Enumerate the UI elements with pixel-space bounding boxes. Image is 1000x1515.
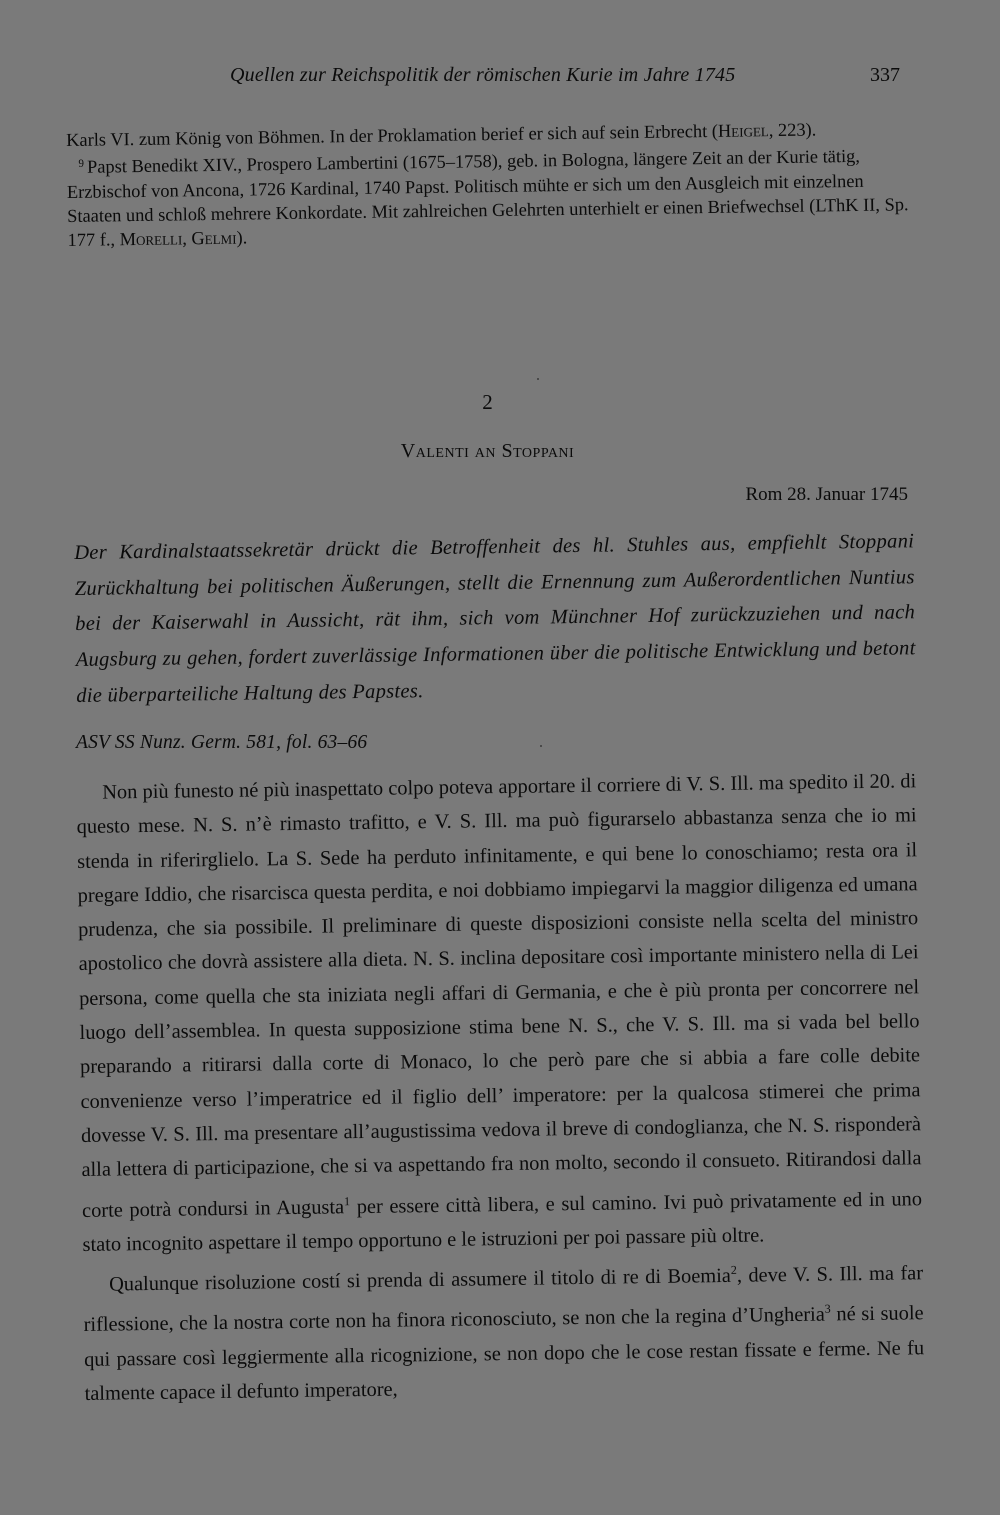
footnote-9-text-a: Papst Benedikt XIV., Prospero Lambertini (1675–1758), geb. in Bologna, längere Zeit an der Kurie tätig, Erzbischof von Ancona, 1726 Kardinal, 1740 Papst. Politisch mühte er sich um den Ausgleich mit einzelnen Staaten und schloß mehrere Konkordate. Mit zahlreichen Gelehrten unterhielt er einen Briefwechsel (LThK II, Sp. 177 f., bbox=[66, 146, 909, 251]
document-summary: Der Kardinalstaatssekretär drückt die Betroffenheit des hl. Stuhles aus, empfiehlt Stoppani Zurückhaltung bei politischen Äußerungen, stellt die Ernennung zum Außerordentlichen Nuntius bei der Kaiserwahl in Aussicht, rät ihm, sich vom Münchner Hof zurückzuziehen und nach Augsburg zu gehen, fordert zuverlässige Informationen über die politische Entwicklung und betont die überparteiliche Haltung des Papstes. bbox=[74, 530, 916, 707]
letter-paragraph-1 bbox=[76, 764, 923, 1262]
archival-source: ASV SS Nunz. Germ. 581, fol. 63–66 bbox=[76, 732, 368, 753]
letter-body bbox=[76, 764, 925, 1411]
document-place-date: Rom 28. Januar 1745 bbox=[745, 484, 908, 505]
footnote-9-text-b: ). bbox=[236, 227, 248, 248]
footnote-marker-2: 2 bbox=[730, 1262, 737, 1278]
document-title: Valenti an Stoppani bbox=[400, 440, 575, 462]
paragraph-1-text-a: Non più funesto né più inaspettato colpo poteva apportare il corriere di V. S. Ill. ma spedito il 20. di questo mese. N. S. n’è rimasto trafitto, e V. S. Ill. ma può figurarselo abbastanza senza che io mi stenda in riferirglielo. La S. Sede ha perduto infinitamente, e qui bene lo conoschiamo; resta ora il pregare Iddio, che risarcisca questa perdita, e noi dobbiamo impiegarvi la maggior diligenza ed umana prudenza, che sia possibile. Il preliminare di queste disposizioni consiste nella scelta del ministro apostolico che dovrà assistere alla dieta. N. S. inclina depositare così importante ministero nella di Lei persona, come quella che sta iniziata negli affari di Germania, e che è più pronta per concorrere nel luogo dell’assemblea. In questa supposizione stima bene N. S., che V. S. Ill. ma si vada bel bello preparando a ritirarsi dalla corte di Monaco, lo che però pare che si abbia a fare colle debite convenienze verso l’imperatrice ed il figlio dell’ imperatore: per la qualcosa stimerei che prima dovesse V. S. Ill. ma presentare all’augustissima vedova il breve di condoglianza, che N. S. risponderà alla lettera di participazione, che si va aspettando fra non molto, secondo il consueto. Ritirandosi dalla corte potrà condursi in Augusta bbox=[76, 770, 922, 1222]
footnote-reference-heigel: Heigel bbox=[717, 120, 769, 141]
document-number: 2 bbox=[482, 390, 493, 414]
footnote-continuation-text-a: Karls VI. zum König von Böhmen. In der Proklamation berief er sich auf sein Erbrecht ( bbox=[66, 120, 719, 150]
page-number: 337 bbox=[870, 64, 900, 86]
footnote-marker-1: 1 bbox=[343, 1193, 351, 1208]
paragraph-2-text-a: Qualunque risoluzione costí si prenda di assumere il titolo di re di Boemia bbox=[108, 1265, 732, 1296]
paragraph-1-text-b: per essere città libera, e sul camino. Ivi può privatamente ed in uno stato incognito aspettare il tempo opportuno e le istruzioni per poi passare più oltre. bbox=[82, 1187, 923, 1256]
footnote-reference-separator: , bbox=[182, 228, 192, 249]
footnote-9 bbox=[66, 140, 915, 252]
scan-speck bbox=[537, 378, 539, 380]
paragraph-2-text-b: , deve V. S. Ill. ma far riflessione, che la nostra corte non ha finora riconosciuto, se non che la regina d’Ungheria bbox=[83, 1262, 924, 1337]
footnote-marker-9: 9 bbox=[78, 158, 85, 171]
footnote-reference-gelmi: Gelmi bbox=[191, 227, 237, 249]
footnote-marker-3: 3 bbox=[824, 1301, 831, 1317]
running-head: Quellen zur Reichspolitik der römischen Kurie im Jahre 1745 bbox=[230, 64, 736, 86]
paragraph-2-text-c: né si suole qui passare così leggiermente alla ricognizione, se non dopo che le cose restan fissate e ferme. Ne fu talmente capace il defunto imperatore, bbox=[83, 1302, 925, 1405]
footnote-continuation-text-b: , 223). bbox=[768, 119, 817, 141]
letter-paragraph-2 bbox=[83, 1250, 925, 1411]
footnote-reference-morelli: Morelli bbox=[119, 228, 183, 250]
footnotes bbox=[66, 116, 916, 252]
scan-speck bbox=[540, 745, 542, 747]
